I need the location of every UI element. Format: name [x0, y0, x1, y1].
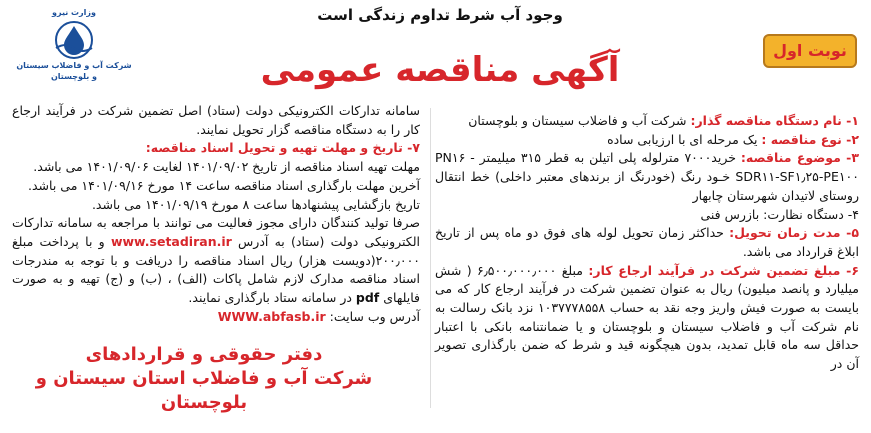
section-4: ۴- دستگاه نظارت: بازرس فنی	[700, 206, 859, 222]
section-2-label: ۲- نوع مناقصه :	[761, 131, 859, 147]
column-divider	[430, 108, 431, 408]
section-5-label: ۵- مدت زمان تحویل:	[729, 225, 859, 241]
left-column	[12, 102, 420, 326]
website-label: آدرس وب سایت:	[329, 308, 420, 324]
section-5-text: حداکثر زمان تحویل لوله های فوق دو ماه پس از تاریخ ابلاغ قرارداد می باشد.	[435, 225, 859, 259]
logo-ministry-text: وزارت نیرو	[52, 8, 96, 17]
eligibility-text-a: صرفا تولید کنندگان دارای مجوز فعالیت می توانند با مراجعه به سامانه تدارکات الکترونیکی دولت (ستاد) به آدرس	[12, 215, 420, 249]
section-6-text: مبلغ ۶٫۵۰۰٫۰۰۰٫۰۰۰ ( شش میلیارد و پانصد میلیون) ریال به عنوان تضمین شرکت در فرآیند ارجاع کار که می بایست به صورت فیش واریز وجه نقد به حساب ۱۰۳۷۷۷۸۵۵۸ نزد بانک رسالت به نام شرکت آب و فاضلاب سیستان و بلوچستان و یا ضمانتنامه بانکی با اعتبار حداقل سه ماه قابل تمدید، بدون هیچگونه قید و شرط که ضمن بارگذاری تصویر آن در	[435, 262, 860, 372]
pdf-label: pdf	[355, 290, 380, 306]
section-2	[435, 131, 859, 150]
issuer-signature	[24, 343, 384, 415]
eligibility-paragraph	[12, 214, 420, 308]
footer-line-1: دفتر حقوقی و قراردادهای	[85, 344, 323, 365]
water-drop-logo-icon	[46, 18, 102, 60]
footer-line-2: شرکت آب و فاضلاب استان سیستان و بلوچستان	[35, 368, 373, 413]
eligibility-text-c: در سامانه ستاد بارگذاری نمایند.	[188, 290, 352, 306]
upload-deadline: آخرین مهلت بارگذاری اسناد مناقصه ساعت ۱۴ مورخ ۱۴۰۱/۰۹/۱۶ می باشد.	[28, 177, 420, 193]
guarantee-continued: سامانه تدارکات الکترونیکی دولت (ستاد) اصل تضمین شرکت در فرآیند ارجاع کار را به دستگاه مناقصه گزار تحویل نمایند.	[12, 103, 420, 137]
eligibility-text-b: و با پرداخت مبلغ ۲۰۰٫۰۰۰(دویست هزار) ریال اسناد مناقصه را دریافت و با توجه به مندرجات اسناد مناقصه مدارک لازم شامل پاکات (الف) ، (ب) و (ج) تهیه و به صورت فایلهای	[12, 233, 420, 306]
section-3	[435, 149, 859, 205]
section-1	[435, 112, 859, 131]
notice-round-badge: نوبت اول	[763, 34, 857, 68]
section-7-label: ۷- تاریخ و مهلت تهیه و تحویل اسناد مناقصه:	[145, 140, 420, 156]
section-2-text: یک مرحله ای با ارزیابی ساده	[607, 131, 758, 147]
section-6	[435, 262, 859, 374]
logo-caption: شرکت آب و فاضلاب سیستان و بلوچستان	[16, 61, 132, 81]
section-6-label: ۶- مبلغ تضمین شرکت در فرآیند ارجاع کار:	[588, 262, 859, 278]
company-logo	[14, 8, 134, 88]
section-3-text: خرید۷۰۰۰ مترلوله پلی اتیلن به قطر ۳۱۵ میلیمتر PN۱۶ -SDR۱۱-SF۱٫۲۵-PE۱۰۰ خـود رنگ (خودرنگ از برندهای معتبر داخلی) خط انتقال روستای لاتیدان شهرستان چابهار	[435, 150, 859, 203]
section-1-label: ۱- نام دستگاه مناقصه گذار:	[690, 113, 859, 128]
abfasb-link[interactable]: WWW.abfasb.ir	[217, 308, 326, 324]
tagline: وجود آب شرط تداوم زندگی است	[317, 6, 563, 24]
document-prep-deadline: مهلت تهیه اسناد مناقصه از تاریخ ۱۴۰۱/۰۹/۰۲ لغایت ۱۴۰۱/۰۹/۰۶ می باشد.	[33, 159, 420, 175]
right-column	[435, 112, 859, 374]
page-title: آگهی مناقصه عمومی	[260, 50, 620, 90]
website-line	[12, 308, 420, 327]
section-5	[435, 224, 859, 261]
section-1-text: شرکت آب و فاضلاب سیستان و بلوچستان	[468, 113, 687, 128]
section-3-label: ۳- موضوع مناقصه:	[740, 150, 859, 166]
opening-date: تاریخ بازگشایی پیشنهادها ساعت ۸ مورخ ۱۴۰۱/۰۹/۱۹ می باشد.	[91, 196, 420, 212]
setadiran-link[interactable]: www.setadiran.ir	[110, 233, 232, 249]
